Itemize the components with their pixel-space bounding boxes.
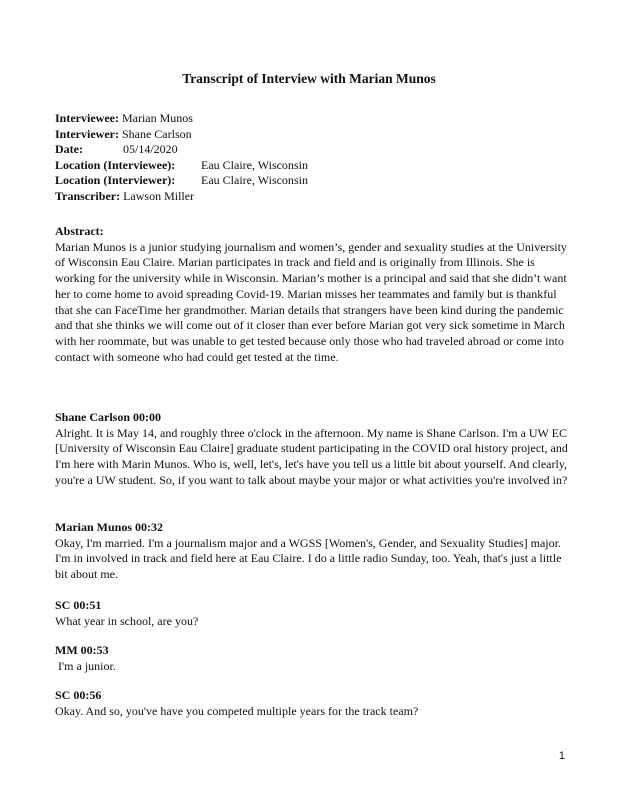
abstract-section [55, 224, 575, 365]
speaker-label: Shane Carlson 00:00 [55, 410, 162, 424]
date-value: 05/14/2020 [122, 142, 178, 156]
abstract-heading: Abstract: [55, 224, 104, 238]
transcript-entry [55, 688, 575, 719]
speaker-text: What year in school, are you? [55, 613, 199, 628]
transcript-entry [55, 643, 575, 674]
transcriber-value: Lawson Miller [123, 188, 195, 203]
transcriber-label: Transcriber: [55, 188, 121, 203]
abstract-text: Marian Munos is a junior studying journalism and women’s, gender and sexuality studies at the University of Wisconsin Eau Claire. Marian participates in track and field and is originally from Illinois. She is working for the university while in Wisconsin. Marian’s mother is a principal and said that she didn’t want her to come home to avoid spreading Covid-19. Marian misses her teammates and family but is thankful that she can FaceTime her grandmother. Marian details that strangers have been kind during the pandemic and that she thinks we will come out of it closer than ever before Marian got very sick sometime in March with her roommate, but was unable to get tested because only those who had traveled abroad or come into contact with someone who had could get tested at the time. [55, 239, 567, 364]
speaker-text: Alright. It is May 14, and roughly three o'clock in the afternoon. My name is Shane Carlson. I'm a UW EC [University of Wisconsin Eau Claire] graduate student participating in the COVID oral history project, and I'm here with Marin Munos. Who is, well, let's, let's have you tell us a little bit about yourself. And clearly, you're a UW student. So, if you want to talk about maybe your major or what activities you're involved in? [55, 425, 568, 487]
interviewee-value: Marian Munos [121, 111, 193, 125]
interviewer-label: Interviewer: [55, 126, 119, 141]
page-number: 1 [558, 750, 565, 762]
location-interviewee-value: Eau Claire, Wisconsin [201, 157, 308, 172]
speaker-text: Okay, I'm married. I'm a journalism major and a WGSS [Women's, Gender, and Sexuality Studies] major. I'm in involved in track and field here at Eau Claire. I do a little radio Sunday, too. Yeah, that's just a little bit about me. [55, 535, 562, 582]
interviewer-value: Shane Carlson [121, 126, 192, 141]
transcript-entry [55, 410, 575, 489]
speaker-label: MM 00:53 [55, 643, 109, 657]
document-title: Transcript of Interview with Marian Munos [182, 71, 436, 86]
location-interviewee-label: Location (Interviewee): [55, 157, 176, 172]
transcript-entry [55, 598, 575, 629]
location-interviewee-row [55, 158, 308, 174]
speaker-label: SC 00:56 [55, 688, 102, 702]
speaker-label: Marian Munos 00:32 [55, 520, 163, 534]
interviewee-label: Interviewee: [55, 111, 119, 125]
location-interviewer-label: Location (Interviewer): [55, 173, 176, 187]
location-interviewer-value: Eau Claire, Wisconsin [201, 173, 308, 187]
date-row [55, 142, 308, 158]
interviewer-row [55, 127, 308, 143]
transcriber-row [55, 189, 308, 205]
location-interviewer-row [55, 173, 308, 189]
date-label: Date: [55, 142, 83, 156]
interview-metadata [55, 111, 308, 204]
speaker-label: SC 00:51 [55, 598, 102, 612]
transcript-entry [55, 520, 575, 583]
speaker-text: Okay. And so, you've have you competed multiple years for the track team? [55, 703, 419, 718]
interviewee-row [55, 111, 308, 127]
speaker-text: I'm a junior. [55, 658, 116, 673]
